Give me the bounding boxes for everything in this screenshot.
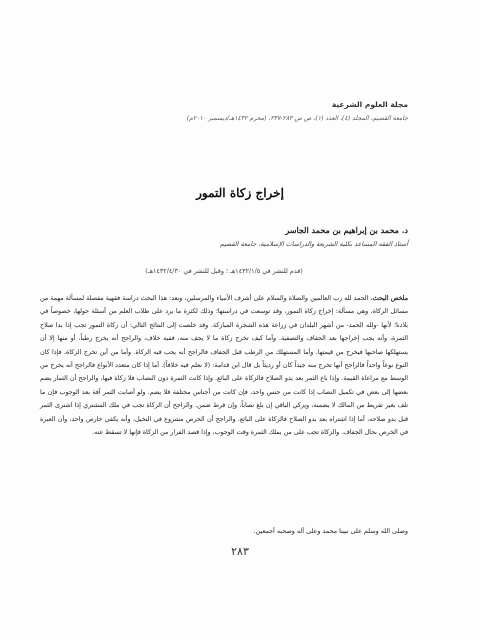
abstract-paragraph bbox=[40, 292, 408, 439]
journal-title: مجلة العلوم الشرعية bbox=[331, 100, 408, 109]
author-name: د. محمد بن إبراهيم بن محمد الجاسر bbox=[285, 225, 408, 235]
journal-meta: جامعة القصيم، المجلد (٤)، العدد (١)، ص ص ٢٨٣-٣٣٧، (محرم ١٤٣٢هـ/ديسمبر ٢٠١٠م) bbox=[186, 115, 408, 122]
journal-header bbox=[40, 100, 408, 122]
submission-dates: (قدم للنشر في ١٤٣٢/١/٥هـ ؛ وقبل للنشر في ١٤٣٢/٤/٣٠هـ) bbox=[145, 267, 303, 275]
closing-line: وصلى الله وسلم على نبينا محمد وعلى آله وصحبه أجمعين. bbox=[253, 527, 408, 535]
abstract bbox=[40, 292, 408, 439]
abstract-lead: ملخص البحث. bbox=[370, 295, 409, 302]
page-number: ٢٨٣ bbox=[231, 545, 249, 558]
author-affiliation: أستاذ الفقه المساعد بكلية الشريعة والدراسات الإسلامية، جامعة القصيم bbox=[219, 240, 408, 248]
article-title: إخراج زكاة التمور bbox=[196, 186, 284, 200]
abstract-text: الحمد لله رب العالمين والصلاة والسلام على أشرف الأنبياء والمرسلين، وبعد: هذا البحث دراسة فقهية مفصلة لمسألة مهمة من مسائل الزكاة، وهي مسألة: إخراج زكاة التمور، وقد توسعت في دراستها؛ وذلك لكثرة ما يرد على طلاب العلم من أسئلة حولها، خصوصاً في بلادنا؛ لأنها -ولله الحمد- من أشهر البلدان في زراعة هذه الشجرة المباركة. وقد خلصت إلى النتائج التالي: أن زكاة التمور تجب إذا بدا صلاح الثمرة، وأنه يجب إخراجها بعد الجفاف والتصفية. وأما كيف تخرج زكاة ما لا يجف منه، ففيه خلاف، والراجح أنه يخرج رطباً، أو منها إلا أن يستهلكها صاحبها فيخرج من قيمتها. وأما المستهلك من الرطب قبل الجفاف فالراجح أنه يجب فيه الزكاة. وأما من أين تخرج الزكاة، فإذا كان النوع نوعاً واحداً فالراجح أنها تخرج منه جيداً كان أو رديئاً بل قال ابن قدامة: (لا نعلم فيه خلافاً). أما إذا كان متعدد الأنواع فالراجح أنه يخرج من الوسط مع مراعاة القيمة. وإذا باع الثمر بعد بدو الصلاح فالزكاة على البائع. وإذا كانت الثمرة دون النصاب فلا زكاة فيها، والراجح أن الثمار يضم بعضها إلى بعض في تكميل النصاب إذا كانت من جنس واحد، فإن كانت من أجناس مختلفة فلا يضم. ولو أصابت الثمر آفة بعد الوجوب فإن ما تلف بغير تفريط من المالك لا يضمنه، ويزكي الباقي إن بلغ نصاباً، وإن فرط ضمن. والراجح أن الزكاة تجب في ملك المشتري إذا اشترى الثمر قبل بدو صلاحه، أما إذا اشتراه بعد بدو الصلاح فالزكاة على البائع. والراجح أن الخرص مشروع في النخيل، وأنه يكفي خارص واحد، وأن العبرة في الخرص بحال الجفاف. والزكاة تجب على من يملك الثمرة وقت الوجوب، وإذا قصد الفرار من الزكاة فإنها لا تسقط عنه. bbox=[40, 295, 408, 437]
